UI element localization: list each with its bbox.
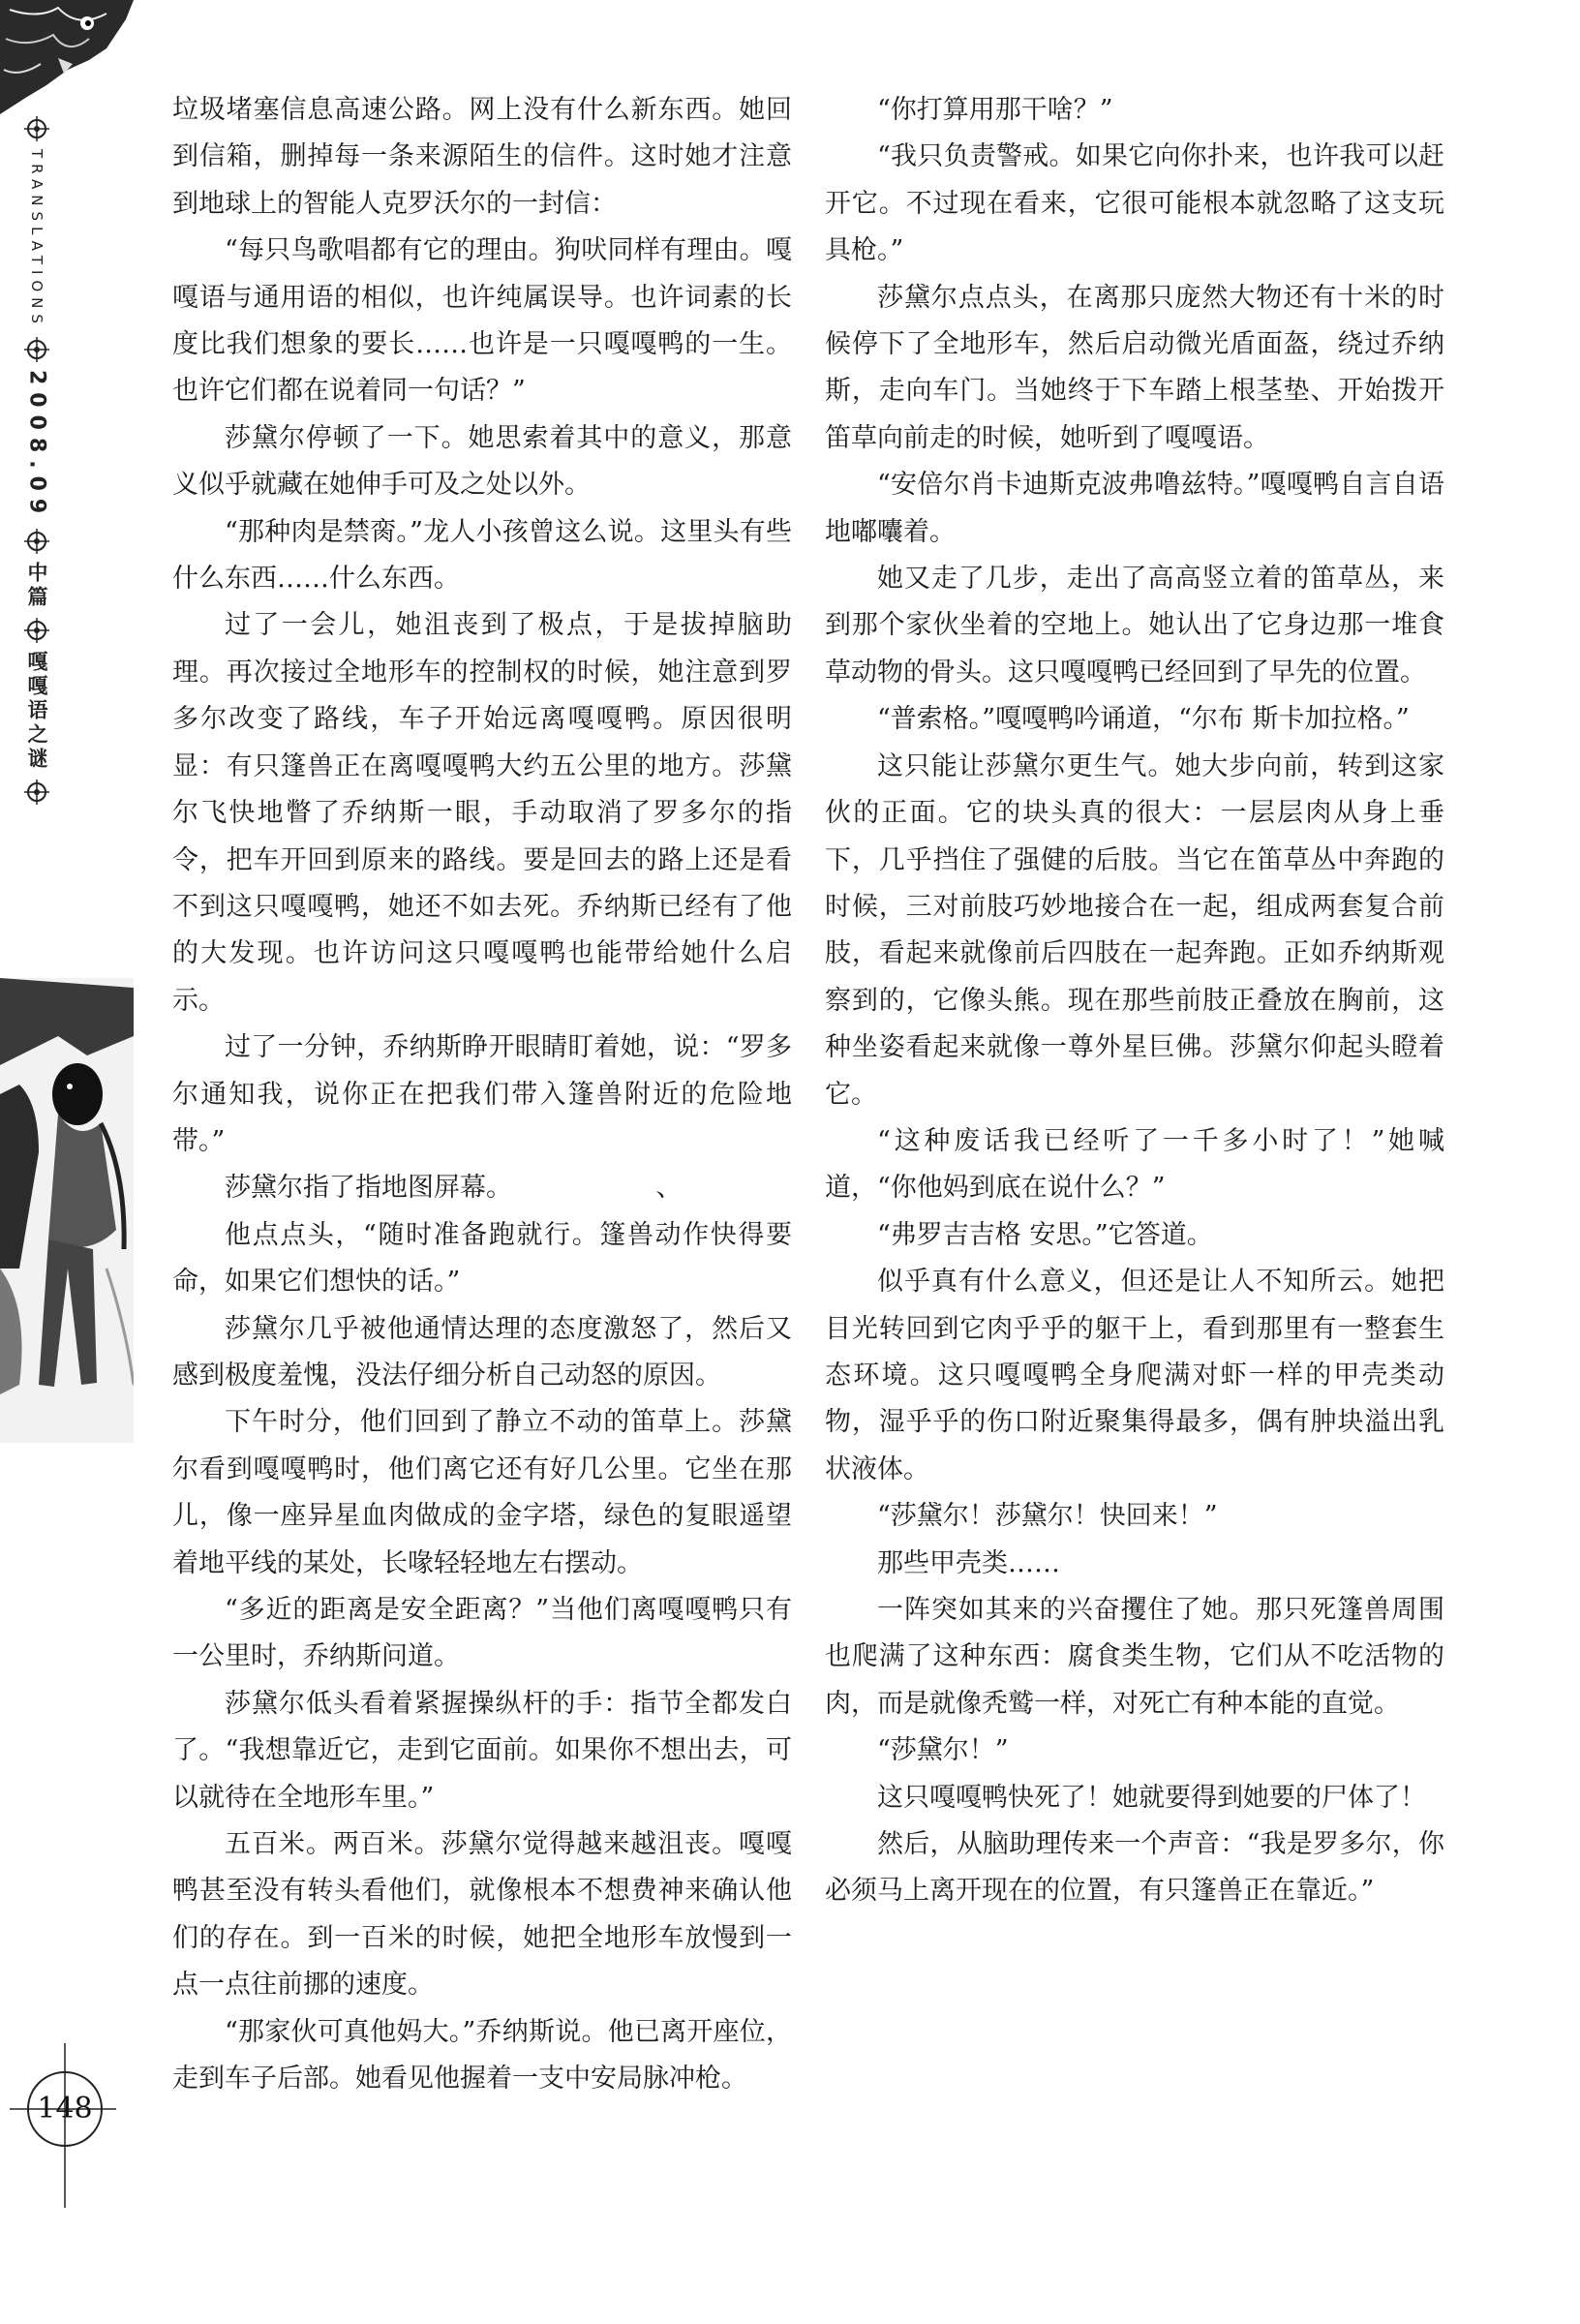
paragraph: 那些甲壳类…… [877, 1547, 1060, 1578]
paragraph: 她又走了几步，走出了高高竖立着的笛草丛，来到那个家伙坐着的空地上。她认出了它身边那一堆食草动物的骨头。这只嘎嘎鸭已经回到了早先的位置。 [825, 564, 1444, 688]
paragraph: “这种废话我已经听了一千多小时了！”她喊道，“你他妈到底在说什么？” [825, 1125, 1444, 1204]
paragraph: “莎黛尔！” [877, 1735, 1009, 1766]
sidebar-issue-date: 2008.09 [24, 369, 49, 522]
paragraph: “每只鸟歌唱都有它的理由。狗吠同样有理由。嘎嘎语与通用语的相似，也许纯属误导。也许词素的长度比我们想象的要长……也许是一只嘎嘎鸭的一生。也许它们都在说着同一句话？” [172, 235, 792, 407]
sidebar-story-title: 嘎嘎语之谜 [25, 651, 48, 773]
sidebar-category: 中篇 [25, 562, 48, 611]
paragraph: “那种肉是禁脔。”龙人小孩曾这么说。这里头有些什么东西……什么东西。 [172, 516, 792, 595]
crosshair-icon [24, 529, 49, 554]
paragraph: 莎黛尔低头看着紧握操纵杆的手：指节全都发白了。“我想靠近它，走到它面前。如果你不想出去，可以就待在全地形车里。” [172, 1688, 792, 1813]
sidebar-running-header [17, 116, 56, 988]
paragraph: 一阵突如其来的兴奋攫住了她。那只死篷兽周围也爬满了这种东西：腐食类生物，它们从不吃活物的肉，而是就像秃鹫一样，对死亡有种本能的直觉。 [825, 1595, 1444, 1719]
paragraph: 过了一分钟，乔纳斯睁开眼睛盯着她，说：“罗多尔通知我，说你正在把我们带入篷兽附近的危险地带。” [172, 1032, 792, 1156]
paragraph: “普索格。”嘎嘎鸭吟诵道，“尔布 斯卡加拉格。” [877, 704, 1410, 735]
paragraph: “那家伙可真他妈大。”乔纳斯说。他已离开座位，走到车子后部。她看见他握着一支中安局脉冲枪。 [172, 2016, 792, 2095]
text-column-right [825, 87, 1444, 1915]
paragraph: “安倍尔肖卡迪斯克波弗噜兹特。”嘎嘎鸭自言自语地嘟囔着。 [825, 470, 1444, 547]
top-creature-illustration [0, 0, 134, 121]
sidebar-translations-label: TRANSLATIONS [28, 149, 46, 329]
paragraph: “莎黛尔！莎黛尔！快回来！” [877, 1501, 1218, 1532]
paragraph: 下午时分，他们回到了静立不动的笛草上。莎黛尔看到嘎嘎鸭时，他们离它还有好几公里。它坐在那儿，像一座异星血肉做成的金字塔，绿色的复眼遥望着地平线的某处，长喙轻轻地左右摆动。 [172, 1407, 792, 1578]
crosshair-icon [24, 618, 49, 643]
crosshair-icon [24, 780, 49, 805]
paragraph: 这只嘎嘎鸭快死了！她就要得到她要的尸体了！ [877, 1782, 1426, 1813]
paragraph: 莎黛尔点点头，在离那只庞然大物还有十米的时候停下了全地形车，然后启动微光盾面盔，绕过乔纳斯，走向车门。当她终于下车踏上根茎垫、开始拨开笛草向前走的时候，她听到了嘎嘎语。 [825, 282, 1444, 453]
paragraph: “我只负责警戒。如果它向你扑来，也许我可以赶开它。不过现在看来，它很可能根本就忽略了这支玩具枪。” [825, 141, 1444, 266]
paragraph: 莎黛尔停顿了一下。她思索着其中的意义，那意义似乎就藏在她伸手可及之处以外。 [172, 422, 792, 501]
page-number-ornament [10, 2043, 116, 2208]
paragraph: 似乎真有什么意义，但还是让人不知所云。她把目光转回到它肉乎乎的躯干上，看到那里有一整套生态环境。这只嘎嘎鸭全身爬满对虾一样的甲壳类动物，湿乎乎的伤口附近聚集得最多，偶有肿块溢出乳状液体。 [825, 1267, 1444, 1484]
text-column-left [172, 87, 792, 2102]
paragraph: 垃圾堵塞信息高速公路。网上没有什么新东西。她回到信箱，删掉每一条来源陌生的信件。这时她才注意到地球上的智能人克罗沃尔的一封信： [172, 95, 792, 219]
paragraph: 莎黛尔指了指地图屏幕。 、 [225, 1173, 683, 1204]
crosshair-icon [24, 337, 49, 362]
crosshair-ornament-icon [10, 2043, 116, 2208]
paragraph: 这只能让莎黛尔更生气。她大步向前，转到这家伙的正面。它的块头真的很大：一层层肉从身上垂下，几乎挡住了强健的后肢。当它在笛草丛中奔跑的时候，三对前肢巧妙地接合在一起，组成两套复合前肢，看起来就像前后四肢在一起奔跑。正如乔纳斯观察到的，它像头熊。现在那些前肢正叠放在胸前，这种坐姿看起来就像一尊外星巨佛。莎黛尔仰起头瞪着它。 [825, 750, 1444, 1110]
figure-illustration [0, 978, 134, 1443]
page-number: 148 [37, 2092, 93, 2125]
paragraph: 五百米。两百米。莎黛尔觉得越来越沮丧。嘎嘎鸭甚至没有转头看他们，就像根本不想费神来确认他们的存在。到一百米的时候，她把全地形车放慢到一点一点往前挪的速度。 [172, 1829, 792, 2001]
crosshair-icon [24, 116, 49, 141]
paragraph: 然后，从脑助理传来一个声音：“我是罗多尔，你必须马上离开现在的位置，有只篷兽正在靠近。” [825, 1829, 1444, 1907]
paragraph: “弗罗吉吉格 安思。”它答道。 [877, 1219, 1213, 1250]
paragraph: 过了一会儿，她沮丧到了极点，于是拔掉脑助理。再次接过全地形车的控制权的时候，她注意到罗多尔改变了路线，车子开始远离嘎嘎鸭。原因很明显：有只篷兽正在离嘎嘎鸭大约五公里的地方。莎黛尔飞快地瞥了乔纳斯一眼，手动取消了罗多尔的指令，把车开回到原来的路线。要是回去的路上还是看不到这只嘎嘎鸭，她还不如去死。乔纳斯已经有了他的大发现。也许访问这只嘎嘎鸭也能带给她什么启示。 [172, 610, 792, 1016]
paragraph: 莎黛尔几乎被他通情达理的态度激怒了，然后又感到极度羞愧，没法仔细分析自己动怒的原因。 [172, 1313, 792, 1391]
paragraph: “多近的距离是安全距离？”当他们离嘎嘎鸭只有一公里时，乔纳斯问道。 [172, 1595, 792, 1672]
paragraph: “你打算用那干啥？” [877, 95, 1113, 125]
paragraph: 他点点头，“随时准备跑就行。篷兽动作快得要命，如果它们想快的话。” [172, 1219, 792, 1298]
